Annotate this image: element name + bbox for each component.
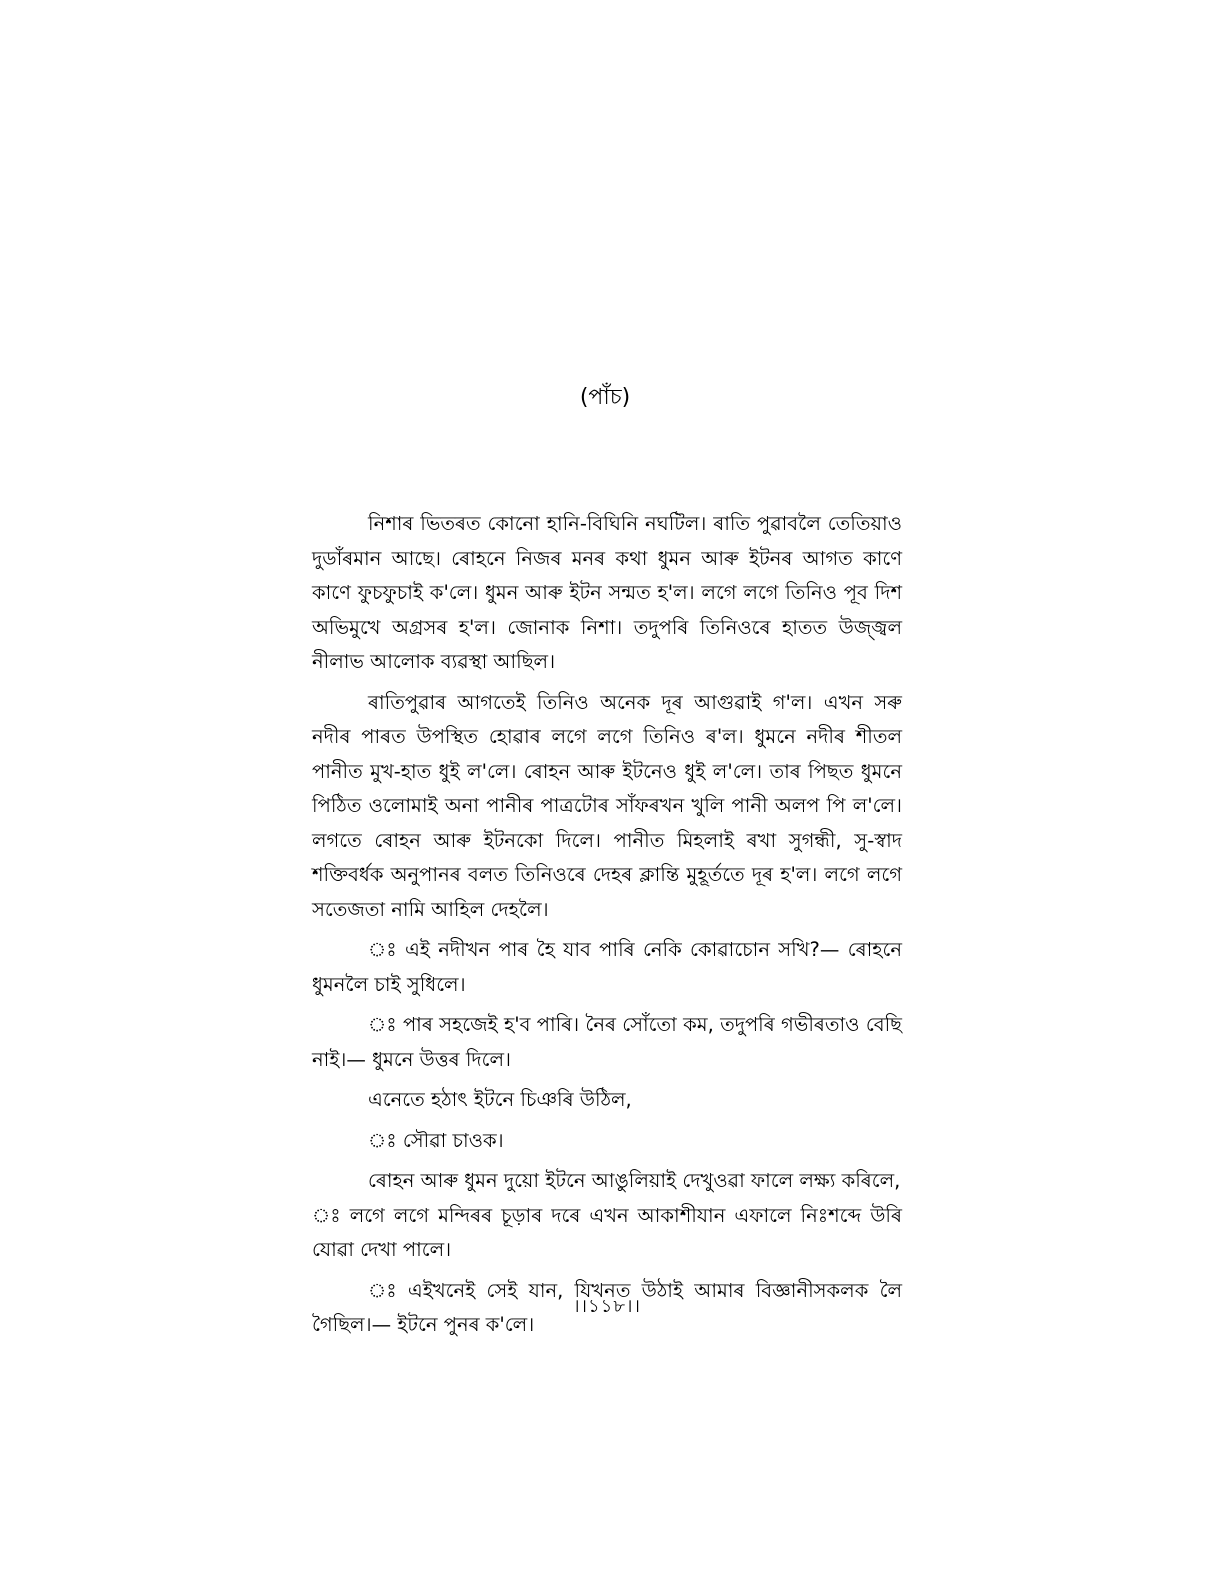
paragraph: ৰোহন আৰু ধুমন দুয়ো ইটনে আঙুলিয়াই দেখুওৱা ফালে লক্ষ্য কৰিলে, [368, 1169, 901, 1192]
paragraph: নিশাৰ ভিতৰত কোনো হানি-বিঘিনি নঘটিল। ৰাতি পুৱাবলৈ তেতিয়াও দুডাঁৰমান আছে। ৰোহনে নিজৰ মনৰ কথা ধুমন আৰু ইটনৰ আগত কাণে কাণে ফুচফুচাই ক'লে। ধুমন আৰু ইটন সন্মত হ'ল। লগে লগে তিনিও পূব দিশ অভিমুখে অগ্ৰসৰ হ'ল। জোনাক নিশা। তদুপৰি তিনিওৰে হাতত উজ্জ্বল নীলাভ আলোক ব্যৱস্থা আছিল। [312, 512, 902, 673]
dialogue-paragraph: ঃ সৌৱা চাওক। [368, 1128, 504, 1152]
paragraph: এনেতে হঠাৎ ইটনে চিঞৰি উঠিল, [368, 1088, 632, 1111]
body-text [312, 507, 902, 1343]
paragraph: ৰাতিপুৱাৰ আগতেই তিনিও অনেক দূৰ আগুৱাই গ'ল। এখন সৰু নদীৰ পাৰত উপস্থিত হোৱাৰ লগে লগে তিনিও ৰ'ল। ধুমনে নদীৰ শীতল পানীত মুখ-হাত ধুই ল'লে। ৰোহন আৰু ইটনেও ধুই ল'লে। তাৰ পিছত ধুমনে পিঠিত ওলোমাই অনা পানীৰ পাত্ৰটোৰ সাঁফৰখন খুলি পানী অলপ পি ল'লে। লগতে ৰোহন আৰু ইটনকো দিলে। পানীত মিহলাই ৰখা সুগন্ধী, সু-স্বাদ শক্তিবৰ্ধক অনুপানৰ বলত তিনিওৰে দেহৰ ক্লান্তি মুহূৰ্ততে দূৰ হ'ল। লগে লগে সতেজতা নামি আহিল দেহলৈ। [312, 690, 902, 921]
dialogue-paragraph: ঃ এই নদীখন পাৰ হৈ যাব পাৰি নেকি কোৱাচোন সখি?— ৰোহনে ধুমনলৈ চাই সুধিলে। [312, 938, 902, 996]
chapter-title: (পাঁচ) [579, 385, 631, 410]
dialogue-paragraph: ঃ পাৰ সহজেই হ'ব পাৰি। নৈৰ সোঁতো কম, তদুপৰি গভীৰতাও বেছি নাই।— ধুমনে উত্তৰ দিলে। [312, 1013, 902, 1071]
dialogue-paragraph: ঃ লগে লগে মন্দিৰৰ চূড়াৰ দৰে এখন আকাশীযান এফালে নিঃশব্দে উৰি যোৱা দেখা পালে। [312, 1203, 902, 1261]
dialogue-paragraph: ঃ এইখনেই সেই যান, যিখনত উঠাই আমাৰ বিজ্ঞানীসকলক লৈ গৈছিল।— ইটনে পুনৰ ক'লে। [312, 1278, 902, 1336]
page-number: ।।১১৮।। [573, 1296, 641, 1317]
